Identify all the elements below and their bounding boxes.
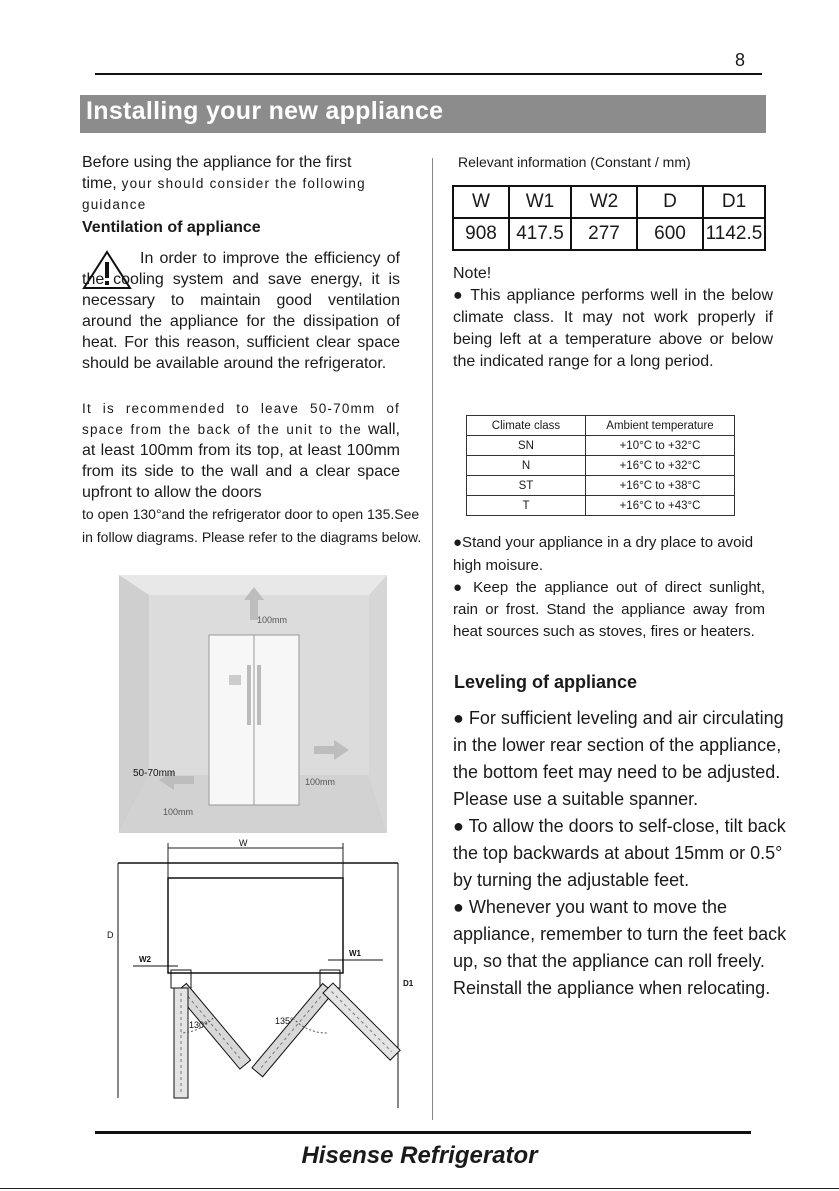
label-side-left: 100mm: [163, 807, 194, 817]
climate-row: [467, 436, 735, 456]
climate-temp: +16°C to +38°C: [586, 476, 735, 496]
door-opening-text: to open 130°and the refrigerator door to open 135.See in follow diagrams. Please refer to the diagrams below.: [82, 506, 422, 545]
dim-header: D1: [703, 186, 765, 218]
leveling-item-1: ● For sufficient leveling and air circulating in the lower rear section of the appliance, the bottom feet may need to be adjusted. Please use a suitable spanner.: [453, 708, 784, 809]
climate-class: SN: [467, 436, 586, 456]
climate-class: T: [467, 496, 586, 516]
label-back-clearance: 50-70mm: [133, 768, 176, 779]
climate-temp: +16°C to +32°C: [586, 456, 735, 476]
top-rule: [95, 73, 762, 75]
note-text: ● This appliance performs well in the below climate class. It may not work properly if being left at a temperature above or below the indicated range for a long period.: [453, 287, 773, 370]
angle-left: 130°: [189, 1020, 208, 1030]
ventilation-heading: Ventilation of appliance: [82, 219, 261, 236]
dimensions-table: [452, 185, 766, 251]
label-w1: W1: [349, 949, 361, 958]
recommend-paragraph: [82, 398, 400, 503]
dim-value: 908: [453, 218, 509, 250]
dim-header: D: [637, 186, 703, 218]
climate-row: [467, 496, 735, 516]
stand-dry-text: ●Stand your appliance in a dry place to avoid high moisure.: [453, 534, 754, 574]
dim-value: 1142.5: [703, 218, 765, 250]
keep-out-text: ● Keep the appliance out of direct sunlight, rain or frost. Stand the appliance away from heat sources such as stoves, fires or heaters.: [453, 579, 765, 640]
note-title: Note!: [453, 265, 492, 282]
dim-value: 417.5: [509, 218, 571, 250]
page-title: Installing your new appliance: [86, 97, 444, 125]
dim-header: W1: [509, 186, 571, 218]
page-edge-line: [0, 1188, 839, 1189]
climate-row: [467, 476, 735, 496]
climate-temp: +10°C to +32°C: [586, 436, 735, 456]
dim-value: 277: [571, 218, 637, 250]
leveling-item-3: ● Whenever you want to move the appliance, remember to turn the feet back up, so that the appliance can roll freely. Reinstall the appliance when relocating.: [453, 897, 787, 998]
page-number: 8: [735, 50, 746, 70]
dimensions-value-row: [453, 218, 765, 250]
climate-header-row: [467, 416, 735, 436]
climate-temp: +16°C to +43°C: [586, 496, 735, 516]
leveling-heading: Leveling of appliance: [454, 672, 638, 692]
climate-header: Ambient temperature: [586, 416, 735, 436]
relevant-info: Relevant information (Constant / mm): [458, 154, 691, 170]
label-d: D: [107, 930, 114, 940]
door-swing-diagram: [103, 838, 415, 1122]
climate-table: [466, 415, 735, 516]
climate-header: Climate class: [467, 416, 586, 436]
intro-paragraph: [82, 152, 400, 215]
climate-row: [467, 456, 735, 476]
brand-footer: Hisense Refrigerator: [301, 1142, 538, 1169]
climate-class: ST: [467, 476, 586, 496]
label-w: W: [239, 838, 248, 848]
dim-value: 600: [637, 218, 703, 250]
recommend-line-a: It is recommended to leave 50-70mm of space from the back of the unit to the: [82, 401, 400, 437]
intro-line-1: Before using the appliance for the first: [82, 154, 352, 171]
label-side-right: 100mm: [305, 777, 336, 787]
recommend-line-b: wall, at least 100mm from its top, at least 100mm from its side to the wall and a clear space upfront to allow the doors: [82, 421, 400, 501]
label-d1: D1: [403, 979, 414, 988]
dimensions-header-row: [453, 186, 765, 218]
climate-class: N: [467, 456, 586, 476]
intro-rest: your should consider the following guidance: [82, 176, 366, 212]
leveling-section: [453, 705, 793, 1002]
ventilation-diagram: [119, 575, 387, 833]
column-divider: [432, 158, 433, 1120]
label-w2: W2: [139, 955, 151, 964]
ventilation-text: In order to improve the efficiency of the cooling system and save energy, it is necessary to maintain good ventilation around the appliance for the dissipation of heat. For this reason, sufficient clear space should be available around the refrigerator.: [82, 250, 400, 372]
label-top-clearance: 100mm: [257, 615, 288, 625]
intro-time: time,: [82, 175, 117, 192]
dim-header: W2: [571, 186, 637, 218]
leveling-item-2: ● To allow the doors to self-close, tilt back the top backwards at about 15mm or 0.5° by turning the adjustable feet.: [453, 816, 786, 890]
angle-right: 135°: [275, 1016, 294, 1026]
dim-header: W: [453, 186, 509, 218]
bottom-rule: [95, 1131, 751, 1134]
